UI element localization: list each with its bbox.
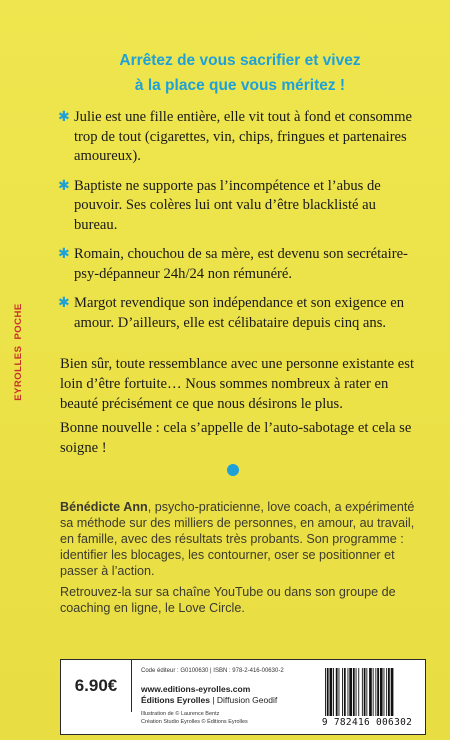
author-links: Retrouvez-la sur sa chaîne YouTube ou dans son groupe de coaching en ligne, le Love Circle. <box>60 585 396 615</box>
barcode-bar <box>375 668 376 716</box>
barcode-bar <box>358 668 359 716</box>
character-text: Julie est une fille entière, elle vit tout à fond et consomme trop de tout (cigarettes, vin, chips, fringues et partenaires amoureux). <box>74 109 412 164</box>
tagline-line-2: à la place que vous méritez ! <box>134 77 346 94</box>
publisher-codes: Code éditeur : G0100630 | ISBN : 978-2-416-00630-2 <box>141 668 284 674</box>
good-news-paragraph: Bonne nouvelle : cela s’appelle de l’auto-sabotage et cela se soigne ! <box>60 420 412 456</box>
studio-credit: Création Studio Eyrolles © Éditions Eyrolles <box>141 719 248 725</box>
author-bio <box>60 499 422 579</box>
barcode-bar <box>330 668 333 716</box>
resemblance-paragraph: Bien sûr, toute ressemblance avec une personne existante est loin d’être fortuite… Nous sommes nombreux à rater en beauté précisément ce que nous désirons le plus. <box>60 356 414 412</box>
barcode-bar <box>333 668 334 716</box>
publisher-info: www.editions-eyrolles.com Éditions Eyrolles | Diffusion Geodif <box>141 684 278 705</box>
price: 6.90€ <box>61 660 132 712</box>
collection-logo <box>7 303 29 401</box>
star-icon: ✱ <box>58 177 70 194</box>
character-item-margot <box>58 294 418 333</box>
separator-dot <box>227 464 239 476</box>
credits <box>141 710 248 726</box>
barcode-bar <box>366 668 367 716</box>
author-name: Bénédicte Ann <box>60 500 148 514</box>
isbn-digits: 9 782416 006302 <box>321 717 413 728</box>
barcode-bar <box>373 668 374 716</box>
barcode-bar <box>377 668 379 716</box>
price-barcode-box <box>60 659 426 735</box>
barcode-bar <box>364 668 366 716</box>
distributor: Diffusion Geodif <box>216 695 278 705</box>
barcode-bar <box>388 668 390 716</box>
brand-label: EYROLLES <box>12 345 24 401</box>
publisher-website: www.editions-eyrolles.com <box>141 684 251 694</box>
barcode-bar <box>349 668 352 716</box>
barcode-bar <box>362 668 363 716</box>
character-item-baptiste <box>58 177 418 236</box>
barcode-bar <box>327 668 329 716</box>
barcode-bar <box>339 668 340 716</box>
character-item-julie <box>58 108 418 167</box>
barcode-bar <box>344 668 346 716</box>
character-text: Baptiste ne supporte pas l’incompétence et l’abus de pouvoir. Ses colères lui ont valu d’être blacklisté au bureau. <box>74 177 381 233</box>
barcode-bar <box>386 668 387 716</box>
barcode-bar <box>391 668 394 716</box>
author-bio-text: , psycho-praticienne, love coach, a expérimenté sa méthode sur des milliers de personnes, en amour, au travail, en famille, avec des résultats très probants. Son programme : identifier les blocages, les contourner, oser se positionner et passer à l’action. <box>60 500 415 578</box>
barcode-bar <box>380 668 383 716</box>
barcode-bar <box>325 668 326 716</box>
illustration-credit: Illustration de © Laurence Bentz <box>141 711 220 717</box>
barcode-bar <box>353 668 355 716</box>
star-icon: ✱ <box>58 109 70 125</box>
character-item-romain <box>58 245 418 284</box>
tagline <box>90 48 390 98</box>
barcode-bar <box>369 668 372 716</box>
character-text: Romain, chouchou de sa mère, est devenu son secrétaire-psy-dépanneur 24h/24 non rémunéré. <box>74 246 408 282</box>
publisher-name: Éditions Eyrolles <box>141 695 210 705</box>
character-list <box>58 108 418 343</box>
barcode-bar <box>336 668 338 716</box>
barcode-bar <box>342 668 343 716</box>
barcode-icon <box>323 668 419 716</box>
character-text: Margot revendique son indépendance et son exigence en amour. D’ailleurs, elle est célibataire depuis cinq ans. <box>74 295 404 331</box>
barcode-bar <box>356 668 357 716</box>
barcode-bar <box>348 668 349 716</box>
star-icon: ✱ <box>58 295 70 311</box>
tagline-line-1: Arrêtez de vous sacrifier et vivez <box>119 52 361 69</box>
star-icon: ✱ <box>58 246 70 262</box>
collection-label: POCHE <box>12 303 24 340</box>
barcode-bar <box>384 668 385 716</box>
